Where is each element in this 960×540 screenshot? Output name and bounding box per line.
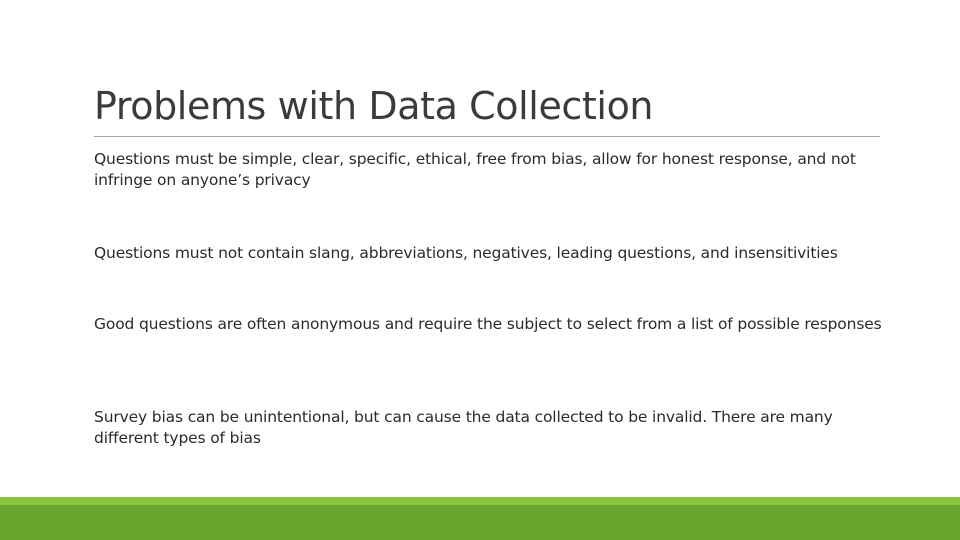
title-divider [94, 136, 880, 137]
footer-band-highlight [0, 497, 960, 505]
bullet-text-3: Good questions are often anonymous and require the subject to select from a list of possible responses [94, 315, 882, 333]
bullet-text-4: Survey bias can be unintentional, but can cause the data collected to be invalid. There are many different types of bias [94, 408, 833, 447]
bullet-text-2: Questions must not contain slang, abbreviations, negatives, leading questions, and insensitivities [94, 244, 838, 262]
slide-title: Problems with Data Collection [94, 84, 654, 128]
footer-band [0, 497, 960, 540]
footer-band-base [0, 505, 960, 540]
bullet-text-1: Questions must be simple, clear, specific, ethical, free from bias, allow for honest response, and not infringe on anyone’s privacy [94, 150, 856, 189]
